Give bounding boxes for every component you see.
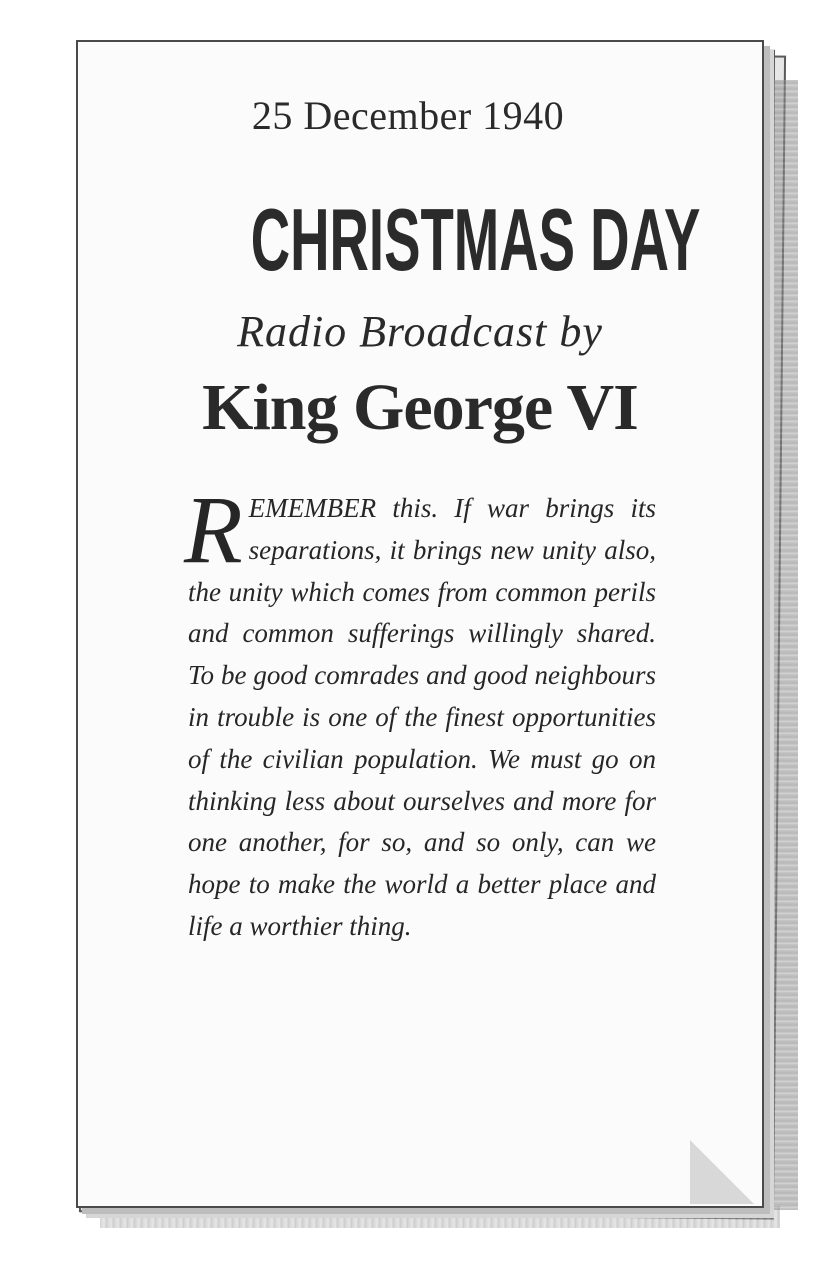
paper-side-edge [772,80,798,1210]
opening-word: EMEMBER [248,493,377,523]
speaker-name: King George VI [202,371,638,444]
drop-cap: R [184,476,243,583]
page-curl-corner [690,1140,754,1204]
document-subtitle: Radio Broadcast by [237,307,603,356]
quote-body: this. If war brings its separations, it brings new unity also, the unity which comes from common perils and common sufferings willingly shared. To be good comrades and good neighbours in trouble is one of the finest opportunities of the civilian population. We must go on thinking less about ourselves and more for one another, for so, and so only, can we hope to make the world a better [188,493,657,900]
paper-bottom-edge [100,1206,780,1228]
broadcast-date: 25 December 1940 [251,93,565,138]
quote-last-line: place and life a worthier thing. [188,869,656,941]
broadcast-quote [184,476,657,948]
document-title: CHRISTMAS DAY [250,190,701,289]
